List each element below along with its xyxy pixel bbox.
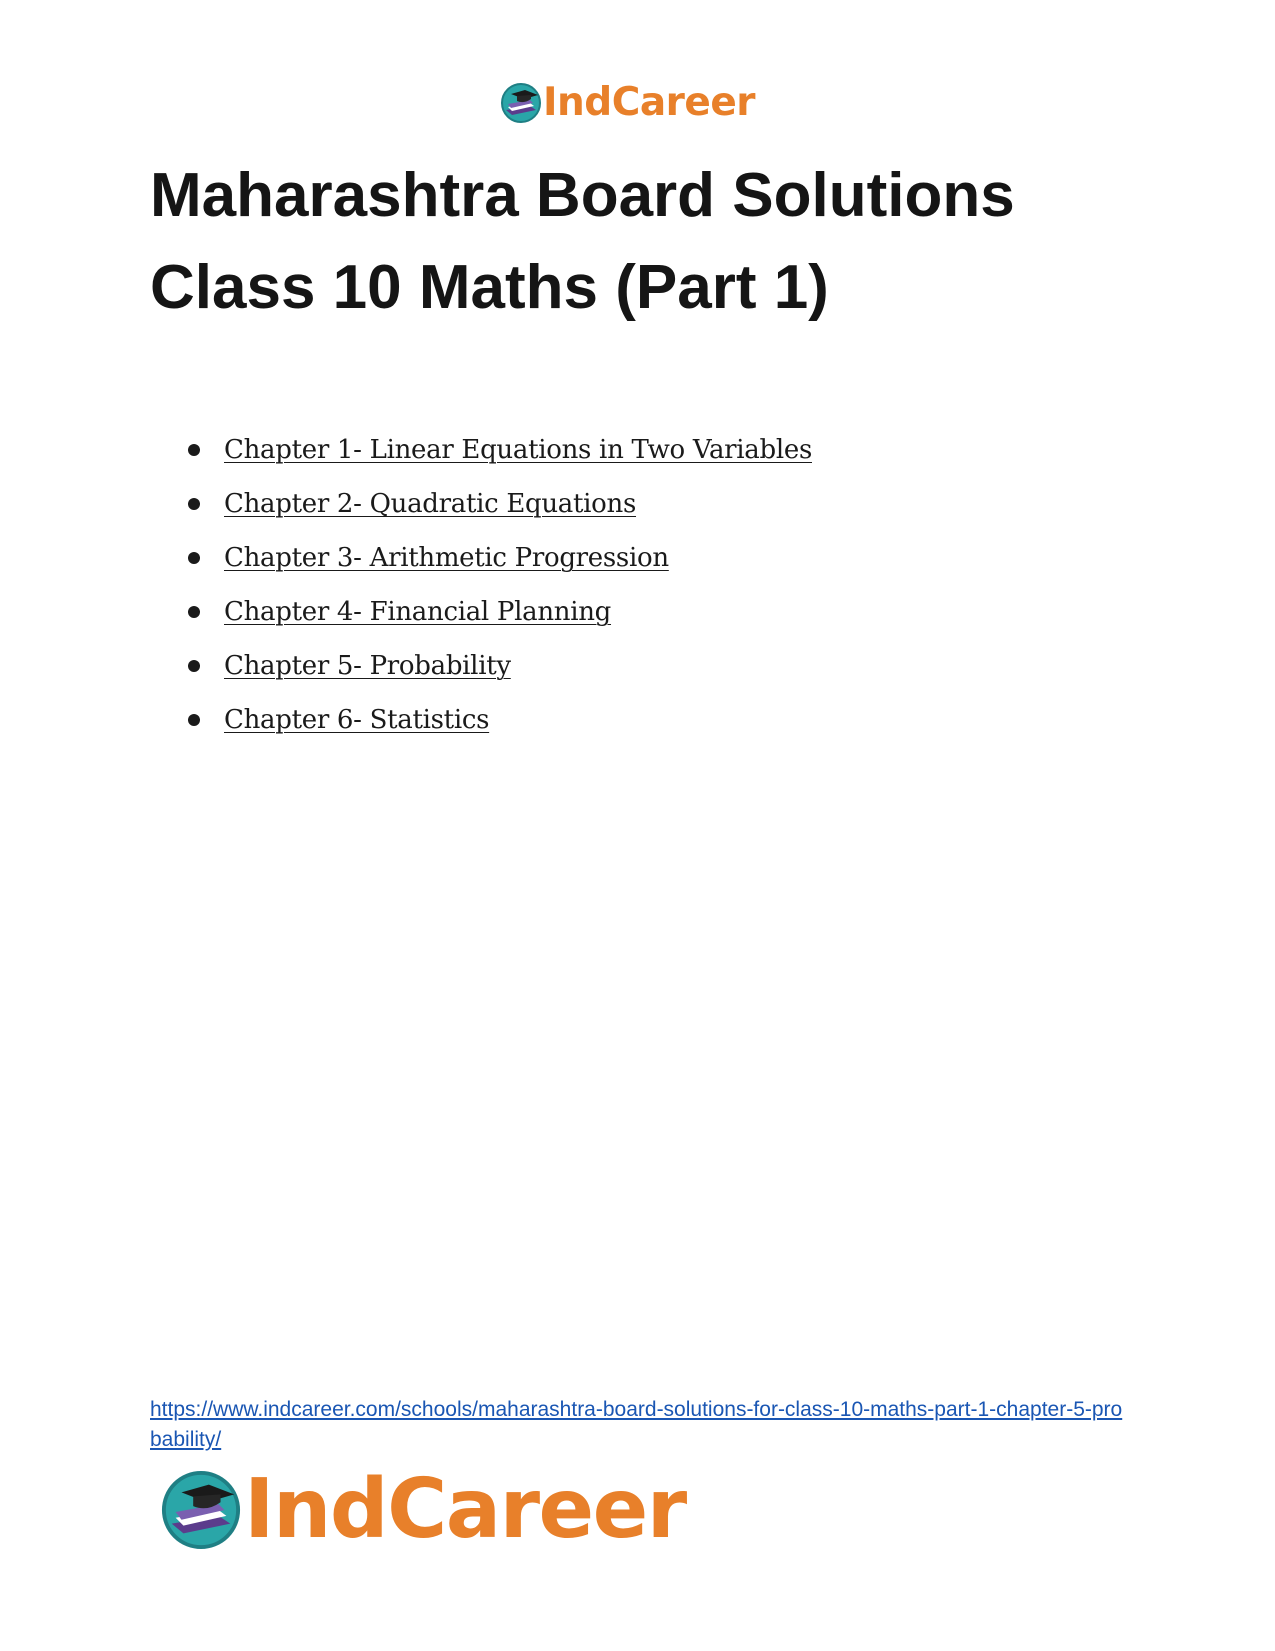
chapter-4-link[interactable]: Chapter 4- Financial Planning [224, 597, 612, 627]
chapter-3-link[interactable]: Chapter 3- Arithmetic Progression [224, 543, 669, 573]
bullet-icon [188, 552, 200, 564]
bullet-icon [188, 660, 200, 672]
bullet-icon [188, 444, 200, 456]
page-title [150, 150, 1150, 334]
list-item [150, 423, 812, 477]
source-url-link[interactable]: https://www.indcareer.com/schools/maharashtra-board-solutions-for-class-10-maths-part-1-chapter-5-probability/ [150, 1398, 1123, 1451]
list-item [150, 477, 812, 531]
chapter-5-link[interactable]: Chapter 5- Probability [224, 651, 511, 681]
graduation-book-icon [160, 1469, 242, 1551]
chapter-1-link[interactable]: Chapter 1- Linear Equations in Two Variables [224, 435, 812, 465]
graduation-book-icon [500, 82, 542, 124]
logo-text: IndCareer [244, 1462, 686, 1557]
list-item [150, 639, 812, 693]
bullet-icon [188, 714, 200, 726]
bullet-icon [188, 498, 200, 510]
list-item [150, 585, 812, 639]
chapter-list [150, 423, 812, 747]
chapter-2-link[interactable]: Chapter 2- Quadratic Equations [224, 489, 637, 519]
chapter-6-link[interactable]: Chapter 6- Statistics [224, 705, 490, 735]
footer-logo [160, 1462, 686, 1558]
bullet-icon [188, 606, 200, 618]
header-logo [500, 80, 755, 126]
list-item [150, 693, 812, 747]
title-line-2: Class 10 Maths (Part 1) [150, 253, 829, 322]
list-item [150, 531, 812, 585]
title-line-1: Maharashtra Board Solutions [150, 161, 1015, 230]
logo-text: IndCareer [543, 80, 755, 125]
